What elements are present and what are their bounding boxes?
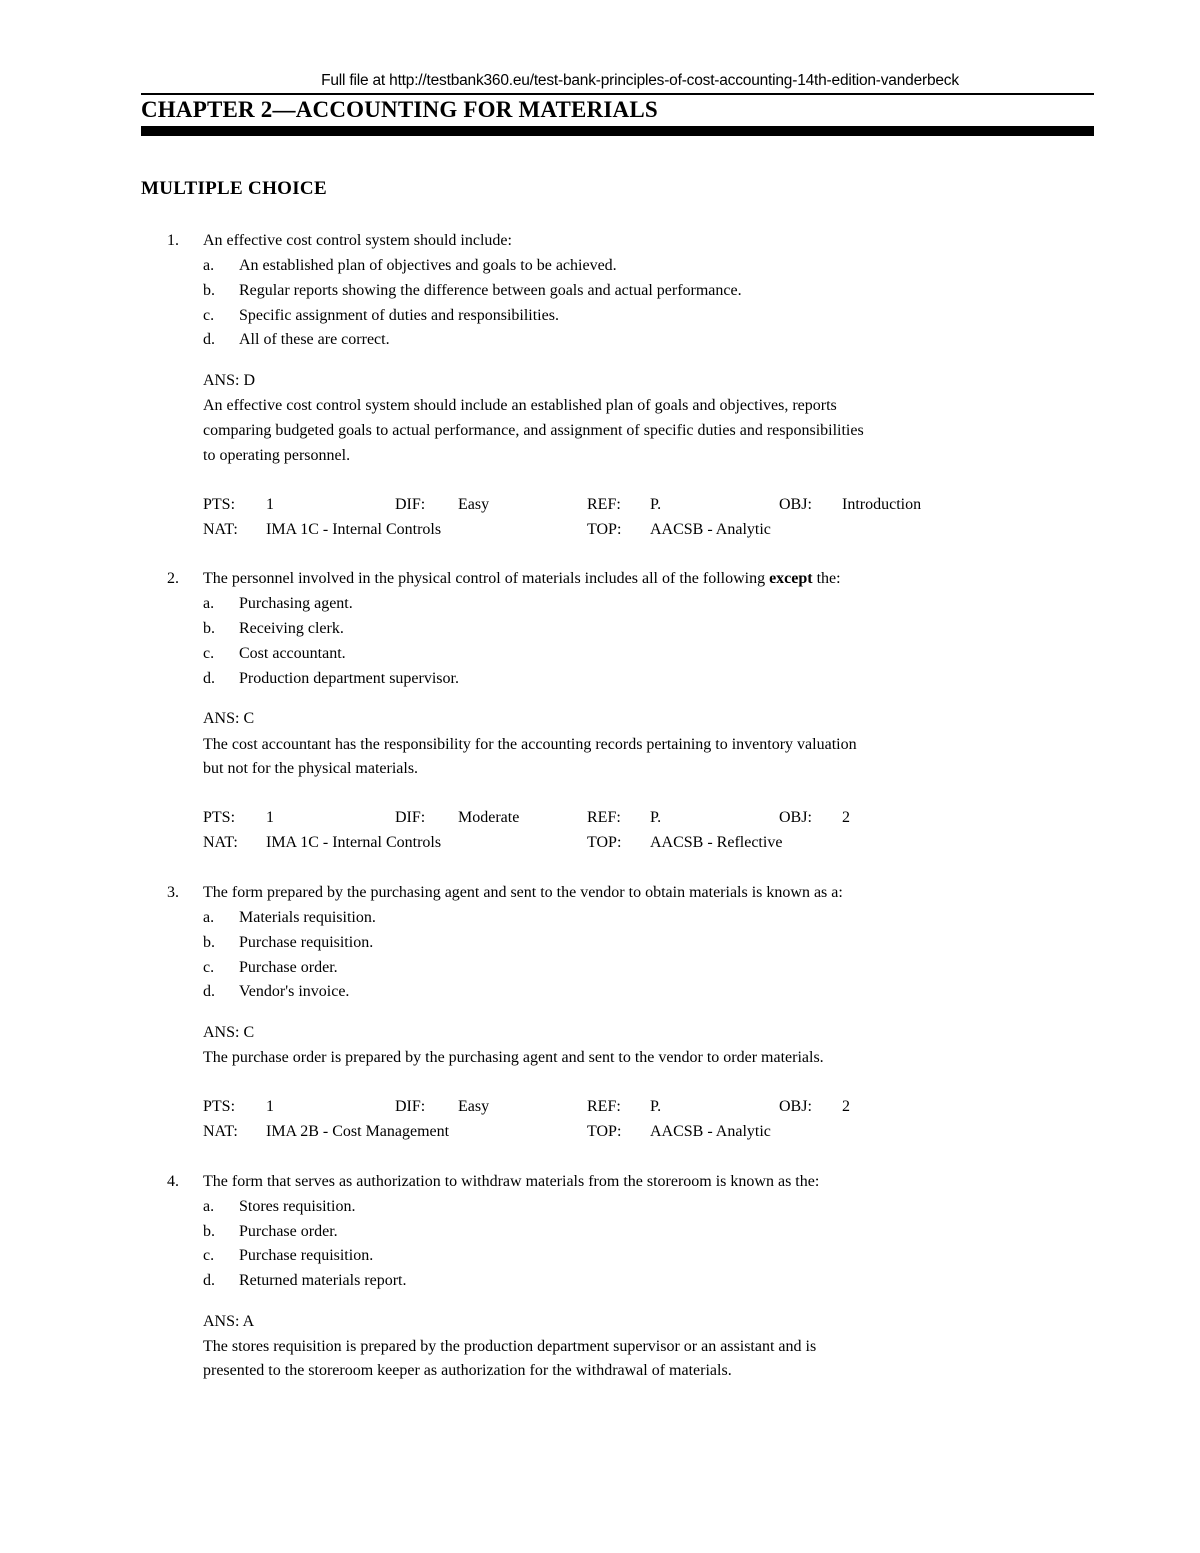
header-rule-thin: [141, 93, 1094, 95]
answer-line: ANS: A: [203, 1313, 255, 1330]
nat-label: NAT:: [203, 1123, 238, 1140]
explanation-line: presented to the storeroom keeper as authorization for the withdrawal of materials.: [203, 1362, 732, 1379]
option-text: Purchasing agent.: [239, 595, 353, 612]
option-text: Purchase requisition.: [239, 934, 374, 951]
obj-label: OBJ:: [779, 496, 812, 513]
question-text: The form prepared by the purchasing agent and sent to the vendor to obtain materials is known as a:: [203, 884, 843, 901]
obj-label: OBJ:: [779, 1098, 812, 1115]
question-number: 2.: [167, 570, 179, 587]
ref-value: P.: [650, 809, 662, 826]
option-text: Purchase order.: [239, 959, 338, 976]
top-value: AACSB - Reflective: [650, 834, 783, 851]
answer-line: ANS: D: [203, 372, 256, 389]
dif-label: DIF:: [395, 809, 426, 826]
section-title: MULTIPLE CHOICE: [141, 178, 327, 199]
option-letter: d.: [203, 1272, 215, 1289]
pts-label: PTS:: [203, 1098, 236, 1115]
option-letter: c.: [203, 959, 215, 976]
ref-label: REF:: [587, 809, 621, 826]
dif-value: Moderate: [458, 809, 520, 826]
question-text: The form that serves as authorization to withdraw materials from the storeroom is known as the:: [203, 1173, 820, 1190]
top-label: TOP:: [587, 521, 622, 538]
dif-value: Easy: [458, 1098, 490, 1115]
dif-label: DIF:: [395, 496, 426, 513]
option-text: Receiving clerk.: [239, 620, 344, 637]
obj-value: 2: [842, 1098, 850, 1115]
nat-label: NAT:: [203, 521, 238, 538]
pts-label: PTS:: [203, 809, 236, 826]
ref-value: P.: [650, 1098, 662, 1115]
explanation-line: but not for the physical materials.: [203, 760, 419, 777]
nat-value: IMA 2B - Cost Management: [266, 1123, 450, 1140]
question-text-start: The personnel involved in the physical control of materials includes all of the following: [203, 570, 770, 587]
pts-label: PTS:: [203, 496, 236, 513]
nat-label: NAT:: [203, 834, 238, 851]
option-letter: a.: [203, 257, 215, 274]
option-text: Purchase requisition.: [239, 1247, 374, 1264]
explanation-line: to operating personnel.: [203, 447, 351, 464]
question-text-emphasis: except: [769, 570, 813, 587]
option-letter: c.: [203, 307, 215, 324]
option-text: Purchase order.: [239, 1223, 338, 1240]
question-number: 1.: [167, 232, 179, 249]
option-letter: d.: [203, 331, 215, 348]
option-text: Vendor's invoice.: [239, 983, 350, 1000]
obj-value: 2: [842, 809, 850, 826]
option-letter: b.: [203, 934, 215, 951]
option-letter: b.: [203, 1223, 215, 1240]
question-text: [203, 567, 841, 591]
obj-label: OBJ:: [779, 809, 812, 826]
option-letter: d.: [203, 670, 215, 687]
option-letter: a.: [203, 595, 215, 612]
question-number: 3.: [167, 884, 179, 901]
pts-value: 1: [266, 496, 274, 513]
pts-value: 1: [266, 809, 274, 826]
explanation-line: The stores requisition is prepared by the production department supervisor or an assistant and is: [203, 1338, 817, 1355]
obj-value: Introduction: [842, 496, 922, 513]
option-text: Cost accountant.: [239, 645, 346, 662]
answer-line: ANS: C: [203, 1024, 255, 1041]
option-text: Production department supervisor.: [239, 670, 459, 687]
option-letter: c.: [203, 645, 215, 662]
question-number: 4.: [167, 1173, 179, 1190]
option-text: Stores requisition.: [239, 1198, 356, 1215]
ref-value: P.: [650, 496, 662, 513]
question-text-end: the:: [812, 570, 841, 587]
dif-label: DIF:: [395, 1098, 426, 1115]
nat-value: IMA 1C - Internal Controls: [266, 521, 442, 538]
top-value: AACSB - Analytic: [650, 1123, 771, 1140]
option-text: Regular reports showing the difference between goals and actual performance.: [239, 282, 742, 299]
explanation-line: An effective cost control system should include an established plan of goals and objectives, reports: [203, 397, 837, 414]
option-letter: c.: [203, 1247, 215, 1264]
ref-label: REF:: [587, 1098, 621, 1115]
option-text: Specific assignment of duties and responsibilities.: [239, 307, 559, 324]
ref-label: REF:: [587, 496, 621, 513]
top-label: TOP:: [587, 834, 622, 851]
dif-value: Easy: [458, 496, 490, 513]
answer-line: ANS: C: [203, 710, 255, 727]
option-letter: d.: [203, 983, 215, 1000]
nat-value: IMA 1C - Internal Controls: [266, 834, 442, 851]
source-url-line: Full file at http://testbank360.eu/test-bank-principles-of-cost-accounting-14th-edition-vanderbeck: [321, 72, 959, 89]
explanation-line: comparing budgeted goals to actual performance, and assignment of specific duties and responsibilities: [203, 422, 864, 439]
option-letter: b.: [203, 620, 215, 637]
explanation-line: The cost accountant has the responsibility for the accounting records pertaining to inventory valuation: [203, 736, 857, 753]
header-rule-thick: [141, 126, 1094, 136]
explanation-line: The purchase order is prepared by the purchasing agent and sent to the vendor to order materials.: [203, 1049, 824, 1066]
option-text: Returned materials report.: [239, 1272, 407, 1289]
option-letter: a.: [203, 1198, 215, 1215]
option-letter: a.: [203, 909, 215, 926]
option-text: Materials requisition.: [239, 909, 376, 926]
option-text: All of these are correct.: [239, 331, 390, 348]
pts-value: 1: [266, 1098, 274, 1115]
option-letter: b.: [203, 282, 215, 299]
question-text: An effective cost control system should include:: [203, 232, 512, 249]
chapter-title: CHAPTER 2—ACCOUNTING FOR MATERIALS: [141, 97, 658, 122]
top-value: AACSB - Analytic: [650, 521, 771, 538]
top-label: TOP:: [587, 1123, 622, 1140]
option-text: An established plan of objectives and goals to be achieved.: [239, 257, 617, 274]
